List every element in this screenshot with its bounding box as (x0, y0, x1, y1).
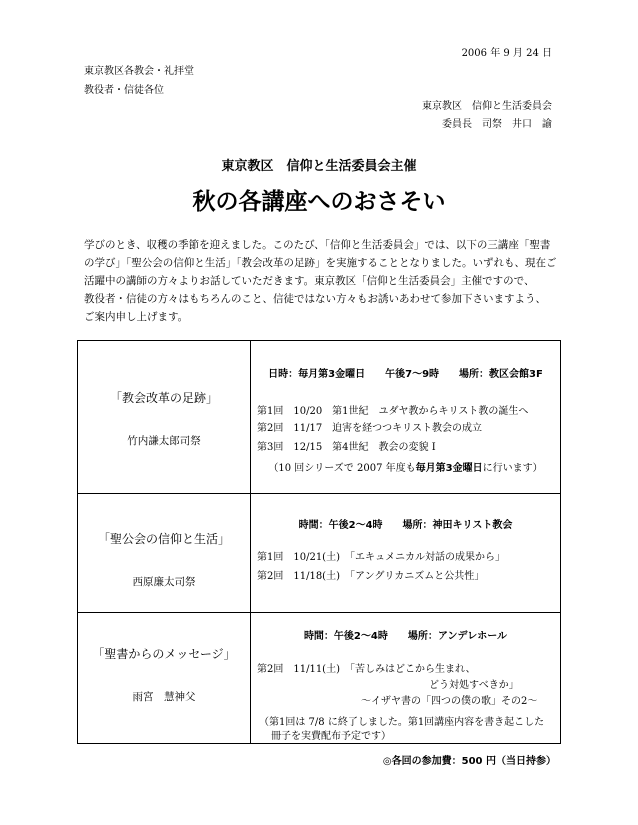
session-line: ～イザヤ書の「四つの僕の歌」その2～ (361, 696, 538, 707)
event-heading: 東京教区 信仰と生活委員会主催 (221, 159, 417, 174)
course-detail-cell (251, 494, 561, 613)
date: 2006 年 9 月 24 日 (461, 48, 552, 59)
intro-line: 学びのとき、収穫の季節を迎えました。このたび、「信仰と生活委員会」では、以下の三講座「聖書 (84, 239, 551, 251)
intro-line: 教役者・信徒の方々はもちろんのこと、信徒ではない方々もお誘いあわせて参加下さいますよう、 (84, 293, 546, 305)
session-line: 第1回 10/20 第1世紀 ユダヤ教からキリスト教の誕生へ (257, 406, 529, 417)
intro-line: 活躍中の講師の方々よりお話していただきます。東京教区「信仰と生活委員会」主催ですので、 (84, 275, 535, 287)
recipient-line: 教役者・信徒各位 (84, 85, 164, 96)
course-title-cell (78, 494, 251, 613)
course-name: 「教会改革の足跡」 (109, 391, 218, 405)
participation-fee: ◎各回の参加費：500 円（当日持参） (382, 756, 556, 767)
session-line: 第2回 11/17 迫害を経つつキリスト教会の成立 (257, 423, 482, 434)
course-table (77, 340, 561, 744)
schedule-info: 日時：毎月第3金曜日 午後7～9時 場所：教区会館3F (268, 369, 543, 380)
course-row (78, 613, 561, 744)
session-line: 第2回 11/11(土) 「苦しみはどこから生まれ、 (257, 664, 476, 675)
intro-paragraph (84, 236, 564, 326)
intro-line: ご案内申し上げます。 (84, 311, 189, 323)
completion-note: （第1回は 7/8 に終了しました。第1回講座内容を書き起こした (259, 717, 545, 728)
course-row (78, 494, 561, 613)
course-name: 「聖公会の信仰と生活」 (97, 532, 230, 546)
session-line: 第3回 12/15 第4世紀 教会の変貌 I (257, 442, 436, 453)
session-line: どう対処すべきか」 (429, 680, 519, 691)
lecturer-name: 西原廉太司祭 (132, 576, 196, 588)
course-title-cell (78, 613, 251, 744)
course-row (78, 341, 561, 494)
lecturer-name: 雨宮 慧神父 (132, 691, 196, 703)
session-line: 第1回 10/21(土) 「エキュメニカル対話の成果から」 (257, 552, 505, 563)
page-title: 秋の各講座へのおさそい (192, 189, 446, 215)
course-detail-cell (251, 341, 561, 494)
intro-line: の学び」「聖公会の信仰と生活」「教会改革の足跡」を実施することとなりました。いずれも、現在ご (84, 257, 557, 269)
session-line: 第2回 11/18(土) 「アングリカニズムと公共性」 (257, 571, 485, 582)
course-title-cell (78, 341, 251, 494)
lecturer-name: 竹内謙太郎司祭 (127, 435, 201, 447)
course-name: 「聖書からのメッセージ」 (92, 647, 236, 661)
completion-note: 冊子を実費配布予定です） (271, 731, 391, 742)
schedule-info: 時間：午後2～4時 場所：アンデレホール (303, 631, 508, 642)
recipient-line: 東京教区各教会・礼拝堂 (84, 66, 194, 77)
series-note (251, 459, 560, 474)
series-note-text: （10 回シリーズで 2007 年度も (268, 463, 416, 474)
series-note-emphasis: 毎月第3金曜日 (415, 463, 483, 474)
series-note-text: に行います） (482, 463, 543, 474)
course-detail-cell (251, 613, 561, 744)
schedule-info: 時間：午後2～4時 場所：神田キリスト教会 (298, 520, 513, 531)
sender-chair: 委員長 司祭 井口 諭 (442, 119, 552, 130)
sender-organization: 東京教区 信仰と生活委員会 (422, 101, 552, 112)
